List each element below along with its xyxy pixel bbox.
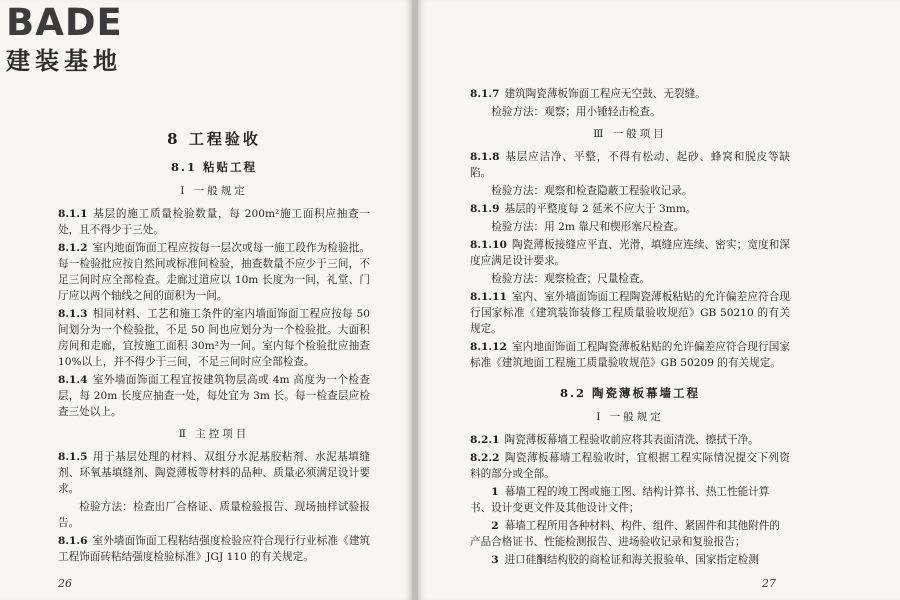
clause-number: 8.1.9 <box>470 203 500 215</box>
list-item <box>470 552 790 568</box>
clause <box>58 306 370 370</box>
clause-number: 8.1.4 <box>58 374 88 386</box>
list-item-text: 进口硅酮结构胶的商检证和海关报验单、国家指定检测 <box>504 554 759 566</box>
clause-number: 8.1.1 <box>58 208 88 220</box>
subsection-title: Ⅰ 一般规定 <box>596 411 664 423</box>
clause <box>470 149 790 181</box>
clause-text: 室内、室外墙面饰面工程陶瓷薄板粘贴的允许偏差应符合现行国家标准《建筑装饰装修工程质量验收规范》GB 50210 的有关规定。 <box>470 291 790 335</box>
clause-text: 建筑陶瓷薄板饰面工程应无空鼓、无裂缝。 <box>504 88 706 100</box>
page-number-left: 26 <box>58 577 72 590</box>
clause <box>58 206 370 238</box>
clause-text: 基层的平整度每 2 延米不应大于 3mm。 <box>504 203 697 215</box>
clause <box>470 450 790 482</box>
clause-text: 用于基层处理的材料、双组分水泥基胶粘剂、水泥基填缝剂、环氧基填缝剂、陶瓷薄板等材料的品种、质量必须满足设计要求。 <box>58 451 370 495</box>
inspection-method: 检验方法：观察；用小锤轻击检查。 <box>491 106 661 118</box>
list-item-number: 2 <box>491 520 499 532</box>
inspection-method: 检验方法：观察和检查隐蔽工程验收记录。 <box>491 185 693 197</box>
list-item <box>470 518 790 550</box>
logo-subtitle: 建装基地 <box>6 47 122 75</box>
clause-number: 8.1.5 <box>58 451 88 463</box>
clause-number: 8.1.3 <box>58 308 88 320</box>
clause <box>470 237 790 269</box>
list-item-number: 3 <box>491 554 499 566</box>
clause <box>470 289 790 337</box>
clause-text: 基层应洁净、平整，不得有松动、起砂、蜂窝和脱皮等缺陷。 <box>470 151 790 179</box>
clause-number: 8.1.12 <box>470 341 507 353</box>
inspection-method: 检验方法：用 2m 靠尺和楔形塞尺检查。 <box>491 221 685 233</box>
page-number-right: 27 <box>762 577 776 590</box>
bade-logo <box>6 2 186 82</box>
clause-text: 基层的施工质量检验数量，每 200m²施工面积应抽查一处，且不得少于三处。 <box>58 208 370 236</box>
clause <box>470 339 790 371</box>
logo-wordmark: BADE <box>6 1 123 44</box>
clause-text: 陶瓷薄板幕墙工程验收前应将其表面清洗、擦拭干净。 <box>504 434 759 446</box>
clause <box>58 372 370 420</box>
clause <box>58 449 370 497</box>
list-item <box>470 484 790 516</box>
right-page-content <box>470 86 790 570</box>
clause-number: 8.2.1 <box>470 434 500 446</box>
clause <box>58 533 370 565</box>
section-title: 8.2 陶瓷薄板幕墙工程 <box>559 386 700 400</box>
clause <box>58 240 370 304</box>
chapter-title: 8 工程验收 <box>167 130 261 148</box>
clause <box>470 86 790 102</box>
left-page-content <box>58 118 370 567</box>
clause <box>470 432 790 448</box>
clause-text: 室外墙面饰面工程粘结强度检验应符合现行行业标准《建筑工程饰面砖粘结强度检验标准》JGJ 110 的有关规定。 <box>58 535 370 563</box>
clause-number: 8.2.2 <box>470 452 500 464</box>
clause-number: 8.1.7 <box>470 88 500 100</box>
subsection-title: Ⅱ 主控项目 <box>178 428 250 440</box>
clause-text: 相同材料、工艺和施工条件的室内墙面饰面工程应按每 50 间划分为一个检验批，不足 50 间也应划分为一个检验批。大面积房间和走廊，宜按施工面积 30m²为一间。室内每个检验批应抽查 10%以上，并不得少于三间，不足三间时应全部检查。 <box>58 308 370 368</box>
clause-text: 室外墙面饰面工程宜按建筑物层高或 4m 高度为一个检查层，每 20m 长度应抽查一处，每处宜为 3m 长。每一检查层应检查三处以上。 <box>58 374 370 418</box>
left-page <box>0 0 412 600</box>
list-item-text: 幕墙工程的竣工图或施工图、结构计算书、热工性能计算书、设计变更文件及其他设计文件； <box>470 486 770 514</box>
clause <box>470 201 790 217</box>
clause-text: 陶瓷薄板幕墙工程验收时，宜根据工程实际情况提交下列资料的部分或全部。 <box>470 452 790 480</box>
clause-number: 8.1.10 <box>470 239 507 251</box>
subsection-title: Ⅰ 一般规定 <box>180 185 248 197</box>
clause-number: 8.1.8 <box>470 151 500 163</box>
inspection-method: 检验方法：检查出厂合格证、质量检验报告、现场抽样试验报告。 <box>58 501 370 529</box>
clause-number: 8.1.6 <box>58 535 88 547</box>
list-item-text: 幕墙工程所用各种材料、构件、组件、紧固件和其他附件的产品合格证书、性能检测报告、进场验收记录和复验报告； <box>470 520 780 548</box>
clause-text: 陶瓷薄板接缝应平直、光滑，填缝应连续、密实；宽度和深度应满足设计要求。 <box>470 239 790 267</box>
subsection-title: Ⅲ 一般项目 <box>593 128 667 140</box>
section-title: 8.1 粘贴工程 <box>170 160 257 174</box>
inspection-method: 检验方法：观察检查；尺量检查。 <box>491 273 651 285</box>
clause-number: 8.1.11 <box>470 291 507 303</box>
list-item-number: 1 <box>491 486 499 498</box>
clause-text: 室内地面饰面工程陶瓷薄板粘贴的允许偏差应符合现行国家标准《建筑地面工程施工质量验收规范》GB 50209 的有关规定。 <box>470 341 790 369</box>
clause-number: 8.1.2 <box>58 242 88 254</box>
clause-text: 室内地面饰面工程应按每一层次或每一施工段作为检验批。每一检验批应按自然间或标准间检验，抽查数量不应少于三间，不足三间时应全部检查。走廊过道应以 10m 长度为一间，礼堂、门厅应以两个轴线之间的面积为一间。 <box>58 242 370 302</box>
